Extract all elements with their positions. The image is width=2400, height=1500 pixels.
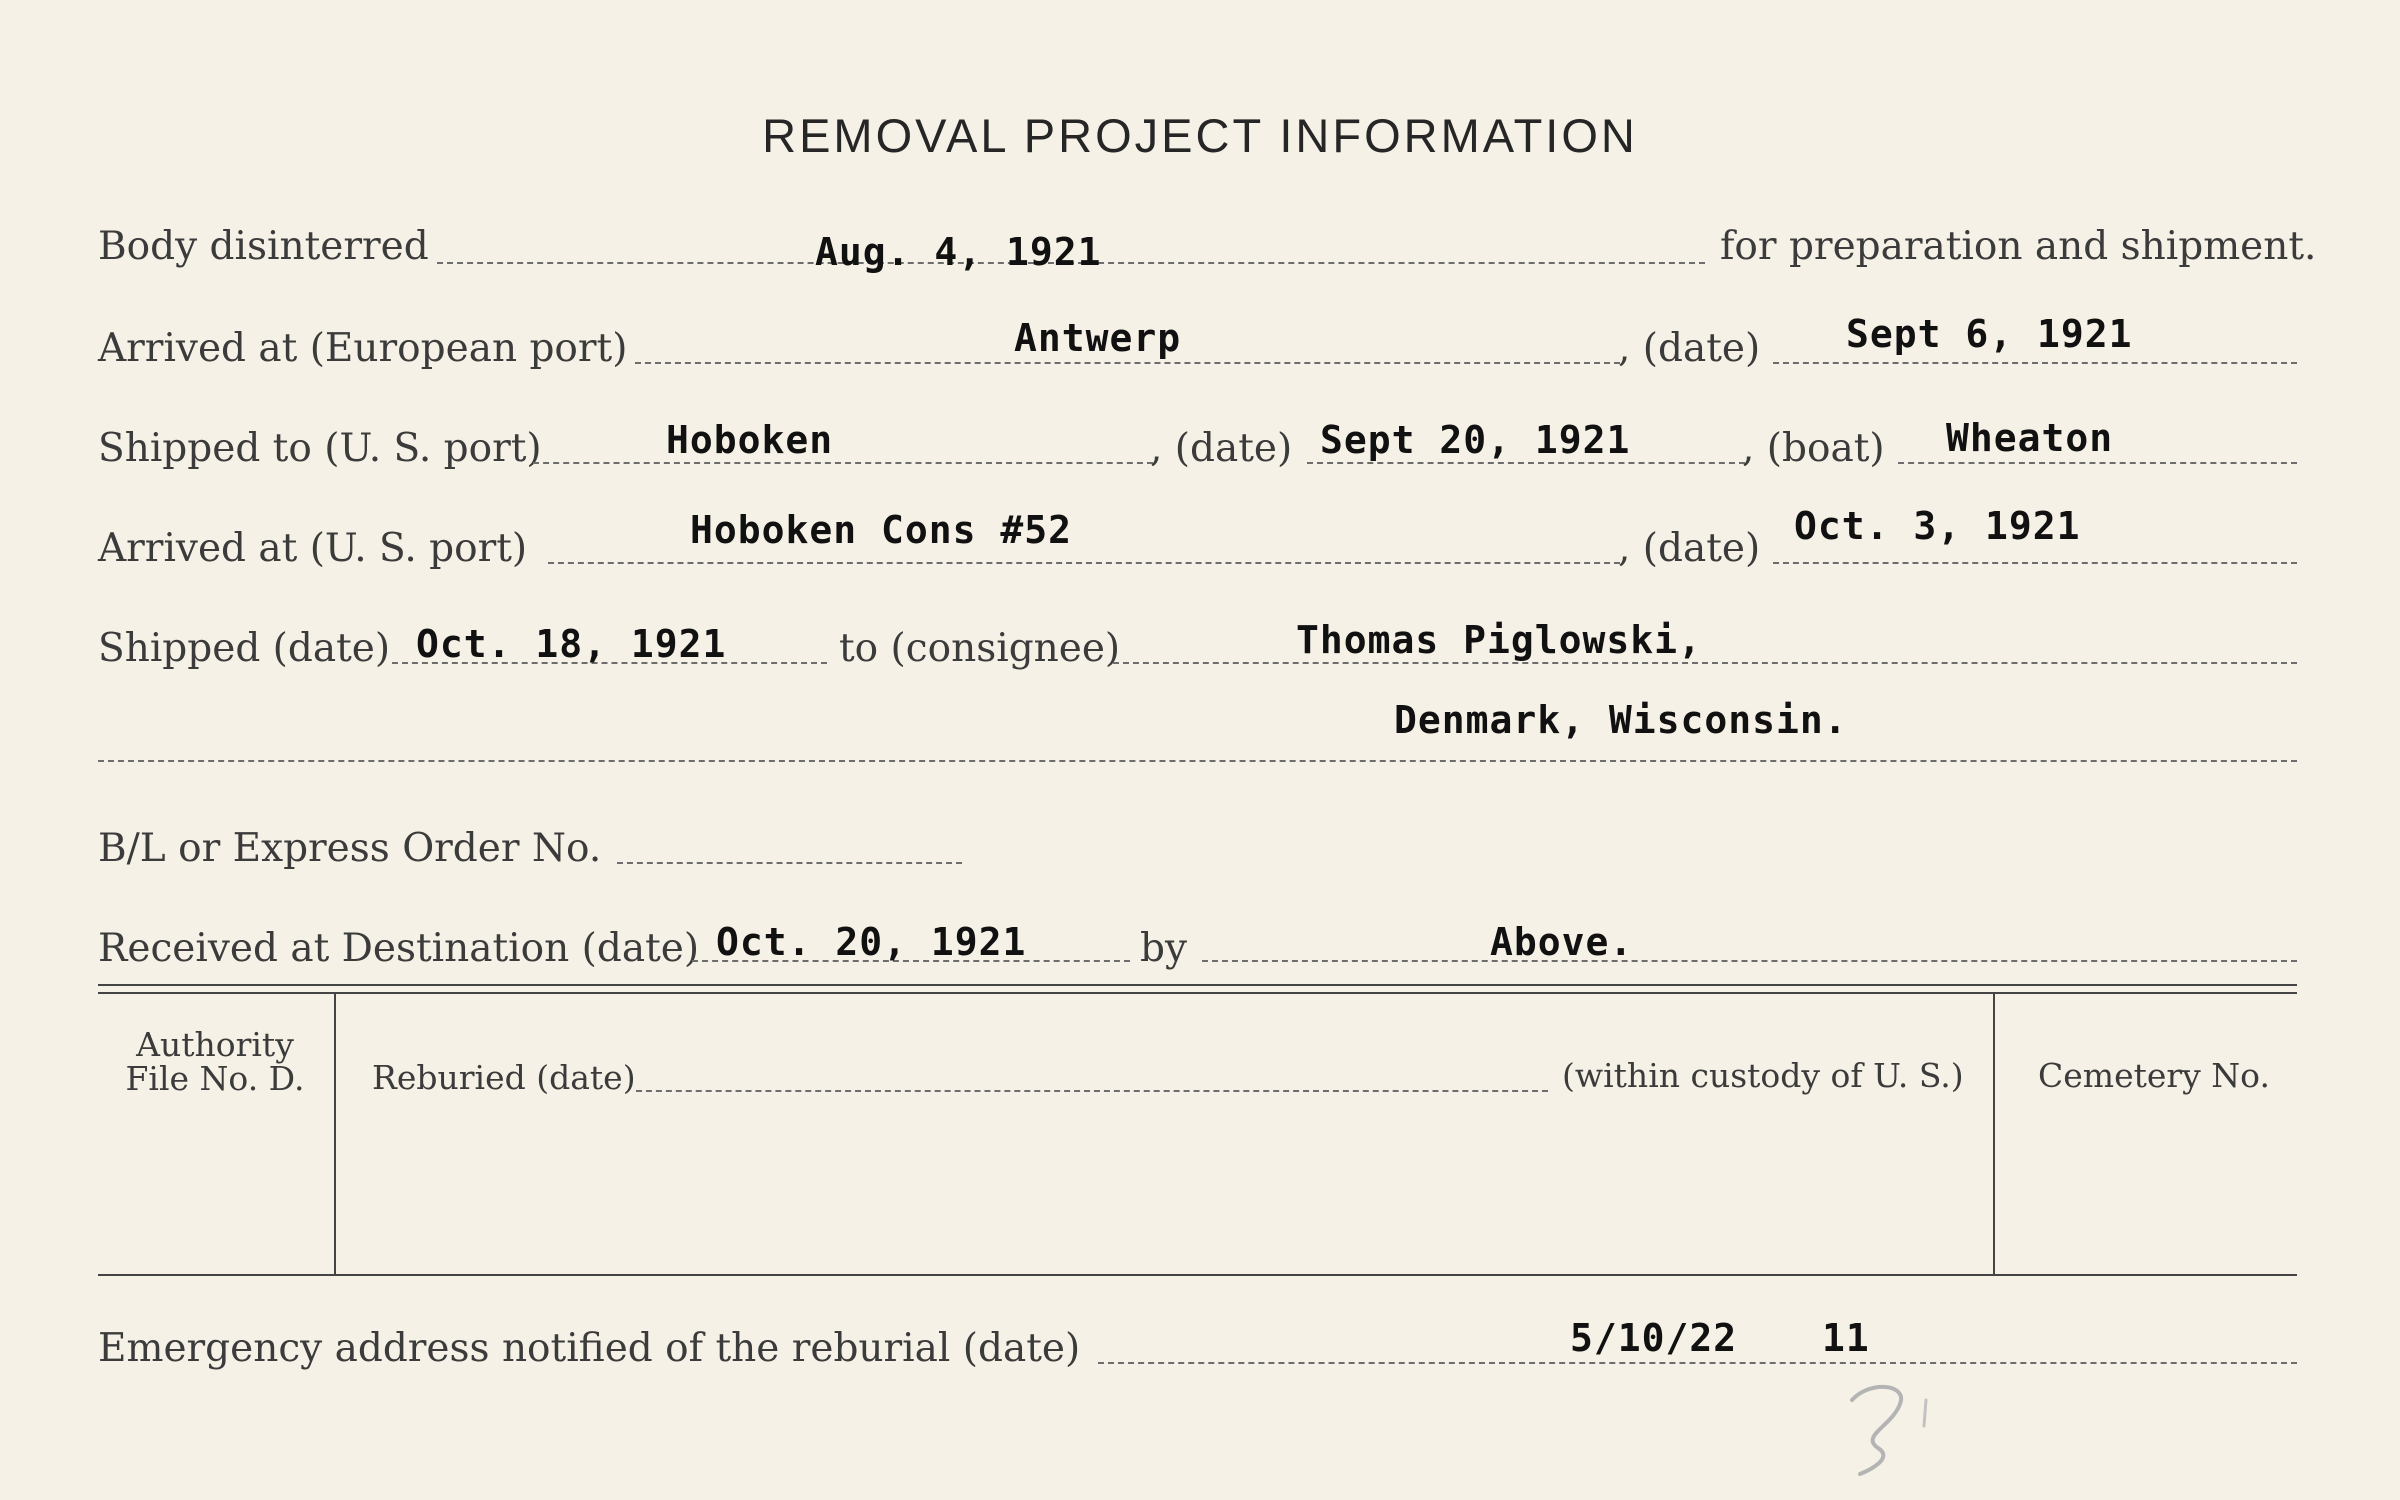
body-disinterred-value: Aug. 4, 1921 xyxy=(815,230,1102,274)
shipped-us-date-label: , (date) xyxy=(1150,426,1293,471)
shipped-us-label: Shipped to (U. S. port) xyxy=(98,426,542,471)
arrived-european-date-label: , (date) xyxy=(1618,326,1761,371)
page-title: REMOVAL PROJECT INFORMATION xyxy=(762,109,1638,162)
cemetery-label: Cemetery No. xyxy=(2038,1056,2270,1095)
section-rule-bottom xyxy=(98,992,2297,994)
bl-order-label: B/L or Express Order No. xyxy=(98,826,602,871)
shipped-us-boat-label: , (boat) xyxy=(1742,426,1885,471)
arrived-us-label: Arrived at (U. S. port) xyxy=(98,526,528,571)
shipped-date-label: Shipped (date) xyxy=(98,626,391,671)
box-divider-right xyxy=(1993,994,1995,1274)
arrived-us-port-line xyxy=(548,562,1620,564)
shipped-us-boat-line xyxy=(1898,462,2297,464)
arrived-us-date-label: , (date) xyxy=(1618,526,1761,571)
bl-order-line xyxy=(617,862,962,864)
received-by-label: by xyxy=(1140,926,1187,971)
authority-label-line1: Authority xyxy=(136,1025,294,1064)
pencil-mark-icon xyxy=(1830,1370,1940,1480)
received-date-value: Oct. 20, 1921 xyxy=(716,920,1027,964)
reburied-line xyxy=(636,1090,1548,1092)
received-by-value: Above. xyxy=(1490,920,1634,964)
reburied-suffix: (within custody of U. S.) xyxy=(1562,1056,1964,1095)
emergency-line xyxy=(1098,1362,2297,1364)
reburied-label: Reburied (date) xyxy=(372,1058,636,1097)
received-by-line xyxy=(1202,960,2297,962)
emergency-date: 5/10/22 xyxy=(1570,1316,1738,1360)
shipped-us-port-line xyxy=(533,462,1153,464)
shipped-us-boat: Wheaton xyxy=(1946,416,2114,460)
arrived-european-date: Sept 6, 1921 xyxy=(1846,312,2133,356)
arrived-us-port: Hoboken Cons #52 xyxy=(690,508,1073,552)
body-disinterred-label: Body disinterred xyxy=(98,224,429,269)
shipped-date-value: Oct. 18, 1921 xyxy=(416,622,727,666)
arrived-us-date: Oct. 3, 1921 xyxy=(1794,504,2081,548)
box-divider-left xyxy=(334,994,336,1274)
body-disinterred-suffix: for preparation and shipment. xyxy=(1720,224,2317,269)
consignee-second-line xyxy=(98,760,2297,762)
emergency-code: 11 xyxy=(1822,1316,1870,1360)
arrived-european-port-line xyxy=(635,362,1620,364)
consignee-address: Denmark, Wisconsin. xyxy=(1394,698,1848,742)
consignee-name: Thomas Piglowski, xyxy=(1296,618,1702,662)
authority-label-line2: File No. D. xyxy=(125,1059,305,1098)
arrived-european-date-line xyxy=(1773,362,2297,364)
arrived-european-label: Arrived at (European port) xyxy=(98,326,628,371)
shipped-us-date: Sept 20, 1921 xyxy=(1320,418,1631,462)
consignee-label: to (consignee) xyxy=(839,626,1121,671)
received-label: Received at Destination (date) xyxy=(98,926,700,971)
arrived-european-port: Antwerp xyxy=(1014,316,1182,360)
consignee-line xyxy=(1113,662,2297,664)
box-bottom-rule xyxy=(98,1274,2297,1276)
authority-label xyxy=(98,1025,332,1098)
shipped-us-date-line xyxy=(1307,462,1745,464)
shipped-us-port: Hoboken xyxy=(666,418,834,462)
emergency-label: Emergency address notified of the reburial (date) xyxy=(98,1326,1081,1371)
section-rule-top xyxy=(98,984,2297,986)
arrived-us-date-line xyxy=(1773,562,2297,564)
